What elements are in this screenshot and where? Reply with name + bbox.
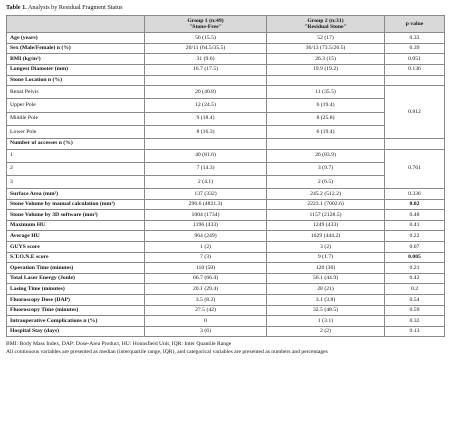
p-value: 0.13 <box>385 326 445 337</box>
row-label: Renal Pelvis <box>7 86 145 99</box>
group2-value: 1249 (433) <box>267 220 385 231</box>
p-value: 0.336 <box>385 189 445 200</box>
row-label: Total Laser Energy (Joule) <box>7 273 145 284</box>
row-label: Maximum HU <box>7 220 145 231</box>
group1-value: 12 (24.5) <box>145 99 267 112</box>
p-empty <box>385 138 445 149</box>
group2-value: 19.9 (19.2) <box>267 64 385 75</box>
row-label: BMI (kg/m²) <box>7 54 145 65</box>
header-group1-line1: Group 1 (n:49) <box>187 17 224 24</box>
group-header-row <box>7 75 445 86</box>
table-row <box>7 210 445 221</box>
header-group1-line2: "Stone-Free" <box>189 24 222 31</box>
group1-value: 66.7 (66.4) <box>145 273 267 284</box>
row-label: Intraoperative Complications n (%) <box>7 316 145 327</box>
group2-empty <box>267 75 385 86</box>
table-row <box>7 33 445 44</box>
table-row <box>7 284 445 295</box>
row-label: Fluoroscopy Time (minutes) <box>7 305 145 316</box>
group2-value: 120 (30) <box>267 263 385 274</box>
group1-value: 137 (332) <box>145 189 267 200</box>
group2-value: 26.3 (15) <box>267 54 385 65</box>
row-label: Sex (Male/Female) n (%) <box>7 43 145 54</box>
table-number: Table 1. <box>6 4 27 11</box>
table-row <box>7 316 445 327</box>
row-label: S.T.O.N.E score <box>7 252 145 263</box>
p-value: 0.33 <box>385 33 445 44</box>
p-value: 0.41 <box>385 220 445 231</box>
group1-value: 1 (2) <box>145 242 267 253</box>
group1-value: 964 (249) <box>145 231 267 242</box>
p-value: 0.21 <box>385 263 445 274</box>
group1-value: 56 (15.5) <box>145 33 267 44</box>
group1-empty <box>145 75 267 86</box>
group1-value: 20 (40.8) <box>145 86 267 99</box>
table-row <box>7 231 445 242</box>
table-row <box>7 149 445 162</box>
group2-value: 1029 (444.2) <box>267 231 385 242</box>
group2-value: 9 (1.7) <box>267 252 385 263</box>
row-label: Surface Area (mm²) <box>7 189 145 200</box>
group1-value: 1004 (1734) <box>145 210 267 221</box>
group1-value: 20/11 (64.5/35.5) <box>145 43 267 54</box>
group1-value: 7 (14.3) <box>145 162 267 175</box>
table-row <box>7 273 445 284</box>
group-header-row <box>7 138 445 149</box>
p-value: 0.54 <box>385 295 445 306</box>
p-empty <box>385 75 445 86</box>
group1-value: 296.6 (4821.3) <box>145 199 267 210</box>
footnotes <box>6 340 444 356</box>
group1-value: 16.7 (17.5) <box>145 64 267 75</box>
table-row <box>7 112 445 125</box>
row-label: Average HU <box>7 231 145 242</box>
row-label: Stone Volume by manual calculation (mm³) <box>7 199 145 210</box>
table-row <box>7 125 445 138</box>
header-group2-line1: Group 2 (n:31) <box>307 17 344 24</box>
p-value: 0.39 <box>385 43 445 54</box>
group2-value: 32.5 (48.5) <box>267 305 385 316</box>
row-label: 1 <box>7 149 145 162</box>
footnote-statistics: All continuous variables are presented as median (interquartile range, IQR), and categorical variables are presented as numbers and percentages <box>6 349 328 356</box>
p-value: 0.812 <box>385 86 445 139</box>
p-value: 0.2 <box>385 284 445 295</box>
table-row <box>7 326 445 337</box>
group2-value: 8 (25.8) <box>267 112 385 125</box>
table-row <box>7 305 445 316</box>
table-row <box>7 64 445 75</box>
table-row <box>7 54 445 65</box>
group2-value: 3.1 (3.8) <box>267 295 385 306</box>
row-label: Lasing Time (minutes) <box>7 284 145 295</box>
table-row <box>7 220 445 231</box>
row-label: Age (years) <box>7 33 145 44</box>
p-value: 0.32 <box>385 316 445 327</box>
group2-value: 3 (9.7) <box>267 162 385 175</box>
group2-value: 2 (2) <box>267 326 385 337</box>
group2-value: 2 (6.5) <box>267 175 385 188</box>
header-group2-line2: "Residual Stone" <box>304 24 347 31</box>
p-value: 0.48 <box>385 210 445 221</box>
header-row <box>7 16 445 33</box>
p-value: 0.22 <box>385 231 445 242</box>
group1-value: 0 <box>145 316 267 327</box>
header-group2 <box>267 16 385 33</box>
table-row <box>7 43 445 54</box>
table-body <box>7 33 445 337</box>
group2-value: 6 (19.4) <box>267 125 385 138</box>
group1-value: 20.1 (29.4) <box>145 284 267 295</box>
row-label: Middle Pole <box>7 112 145 125</box>
group2-value: 1157 (2128.5) <box>267 210 385 221</box>
group1-value: 110 (50) <box>145 263 267 274</box>
table-row <box>7 86 445 99</box>
p-value: 0.07 <box>385 242 445 253</box>
results-table <box>6 15 445 337</box>
row-label: 3 <box>7 175 145 188</box>
footnote-abbreviations: BMI: Body Mass Index, DAP: Dose-Area Product, HU: Hounsfield Unit, IQR: Inter Quantile Range <box>6 341 232 348</box>
group1-value: 31 (9.6) <box>145 54 267 65</box>
group2-value: 26 (83.9) <box>267 149 385 162</box>
group1-empty <box>145 138 267 149</box>
row-label: 2 <box>7 162 145 175</box>
row-label: Lower Pole <box>7 125 145 138</box>
group2-value: 2223.1 (7002.6) <box>267 199 385 210</box>
table-row <box>7 189 445 200</box>
p-value: 0.005 <box>385 252 445 263</box>
group1-value: 7 (3) <box>145 252 267 263</box>
group2-value: 52 (17) <box>267 33 385 44</box>
group1-value: 8 (16.3) <box>145 125 267 138</box>
row-label: Longest Diameter (mm) <box>7 64 145 75</box>
table-row <box>7 199 445 210</box>
group2-value: 36/13 (73.5/26.5) <box>267 43 385 54</box>
group-label: Stone Location n (%) <box>7 75 145 86</box>
group1-value: 2 (4.1) <box>145 175 267 188</box>
p-value: 0.42 <box>385 273 445 284</box>
group2-value: 56.1 (44.9) <box>267 273 385 284</box>
table-title: Analysis by Residual Fragment Status <box>26 4 123 11</box>
header-p-value: p value <box>385 16 445 33</box>
group1-value: 27.5 (42) <box>145 305 267 316</box>
group2-value: 28 (21) <box>267 284 385 295</box>
table-caption <box>6 4 444 12</box>
group2-value: 3 (2) <box>267 242 385 253</box>
header-group1 <box>145 16 267 33</box>
table-row <box>7 162 445 175</box>
group1-value: 3 (6) <box>145 326 267 337</box>
group2-value: 1 (3.1) <box>267 316 385 327</box>
row-label: GUYS score <box>7 242 145 253</box>
table-row <box>7 252 445 263</box>
row-label: Upper Pole <box>7 99 145 112</box>
table-row <box>7 242 445 253</box>
table-row <box>7 263 445 274</box>
row-label: Operation Time (minutes) <box>7 263 145 274</box>
group2-value: 6 (19.4) <box>267 99 385 112</box>
group-label: Number of accesses n (%) <box>7 138 145 149</box>
group1-value: 40 (81.6) <box>145 149 267 162</box>
table-row <box>7 295 445 306</box>
group2-value: 245.2 (512.2) <box>267 189 385 200</box>
p-value: 0.136 <box>385 64 445 75</box>
row-label: Hospital Stay (days) <box>7 326 145 337</box>
p-value: 0.761 <box>385 149 445 189</box>
table-row <box>7 99 445 112</box>
table-row <box>7 175 445 188</box>
row-label: Fluoroscopy Dose (DAP) <box>7 295 145 306</box>
group1-value: 9 (18.4) <box>145 112 267 125</box>
group1-value: 1196 (433) <box>145 220 267 231</box>
group1-value: 3.5 (8.2) <box>145 295 267 306</box>
p-value: 0.02 <box>385 199 445 210</box>
p-value: 0.051 <box>385 54 445 65</box>
header-blank <box>7 16 145 33</box>
group2-value: 11 (35.5) <box>267 86 385 99</box>
row-label: Stone Volume by 3D software (mm³) <box>7 210 145 221</box>
p-value: 0.59 <box>385 305 445 316</box>
group2-empty <box>267 138 385 149</box>
